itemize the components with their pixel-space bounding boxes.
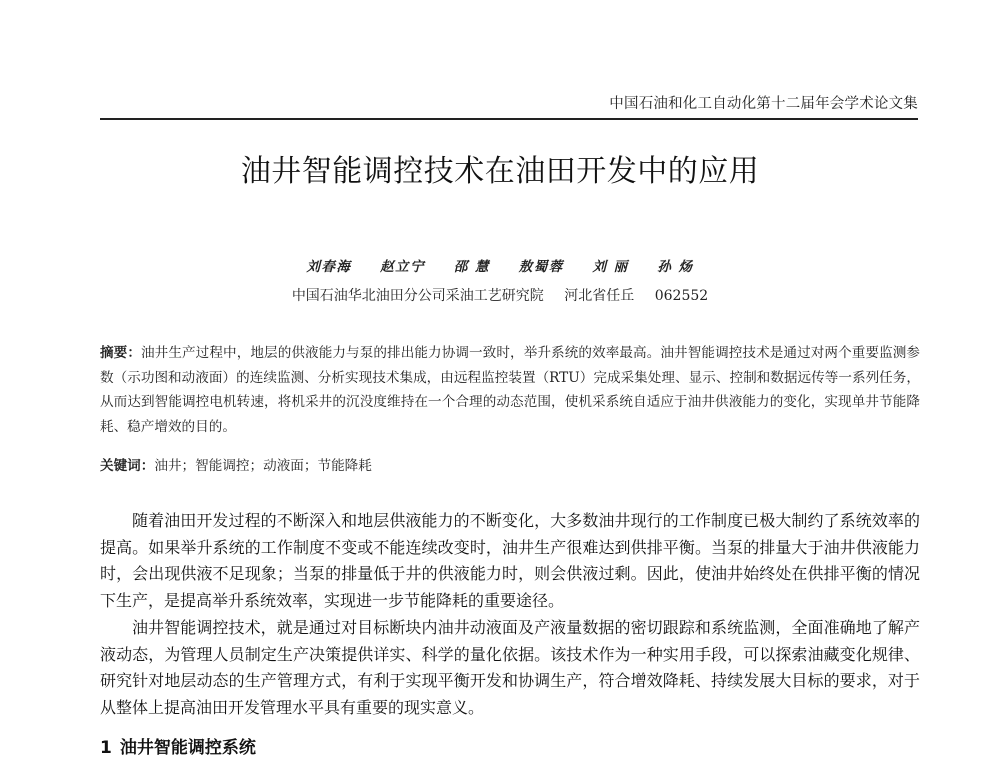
- abstract-text: 油井生产过程中，地层的供液能力与泵的排出能力协调一致时，举升系统的效率最高。油井智能调控技术是通过对两个重要监测参数（示功图和动液面）的连续监测、分析实现技术集成，由远程监控装置（RTU）完成采集处理、显示、控制和数据远传等一系列任务，从而达到智能调控电机转速，将机采井的沉没度维持在一个合理的动态范围，使机采系统自适应于油井供液能力的变化，实现单井节能降耗、稳产增效的目的。: [100, 345, 921, 435]
- keywords-text: 油井；智能调控；动液面；节能降耗: [154, 458, 372, 474]
- section-heading: [100, 733, 256, 758]
- author-name: 刘 丽: [592, 259, 629, 275]
- author-name: 敖蜀蓉: [518, 259, 564, 275]
- section-title: 油井智能调控系统: [119, 738, 256, 758]
- affiliation-org: 中国石油华北油田分公司采油工艺研究院: [291, 288, 544, 304]
- header-rule: [100, 118, 918, 120]
- author-name: 赵立宁: [380, 259, 426, 275]
- affiliation-location: 河北省任丘: [564, 288, 635, 304]
- abstract: [100, 341, 920, 439]
- abstract-label: 摘要：: [100, 345, 142, 361]
- author-list: [0, 255, 1000, 275]
- affiliation: [0, 285, 1000, 305]
- paper-title: 油井智能调控技术在油田开发中的应用: [240, 154, 760, 189]
- section-number: 1: [100, 738, 112, 758]
- body-paragraph-1: 随着油田开发过程的不断深入和地层供液能力的不断变化，大多数油井现行的工作制度已极大制约了系统效率的提高。如果举升系统的工作制度不变或不能连续改变时，油井生产很难达到供排平衡。当泵的排量大于油井供液能力时，会出现供液不足现象；当泵的排量低于井的供液能力时，则会供液过剩。因此，使油井始终处在供排平衡的情况下生产，是提高举升系统效率，实现进一步节能降耗的重要途径。: [100, 511, 920, 610]
- author-name: 刘春海: [306, 259, 352, 275]
- author-name: 邵 慧: [453, 259, 491, 275]
- author-name: 孙 炀: [657, 259, 694, 275]
- keywords-label: 关键词：: [100, 458, 155, 474]
- affiliation-postcode: 062552: [654, 288, 709, 304]
- body-paragraph-2: 油井智能调控技术，就是通过对目标断块内油井动液面及产液量数据的密切跟踪和系统监测，全面准确地了解产液动态，为管理人员制定生产决策提供详实、科学的量化依据。该技术作为一种实用手段，可以探索油藏变化规律、研究针对地层动态的生产管理方式，有利于实现平衡开发和协调生产，符合增效降耗、持续发展大目标的要求，对于从整体上提高油田开发管理水平具有重要的现实意义。: [100, 618, 920, 717]
- keywords: [100, 454, 920, 474]
- running-header: 中国石油和化工自动化第十二届年会学术论文集: [609, 96, 918, 112]
